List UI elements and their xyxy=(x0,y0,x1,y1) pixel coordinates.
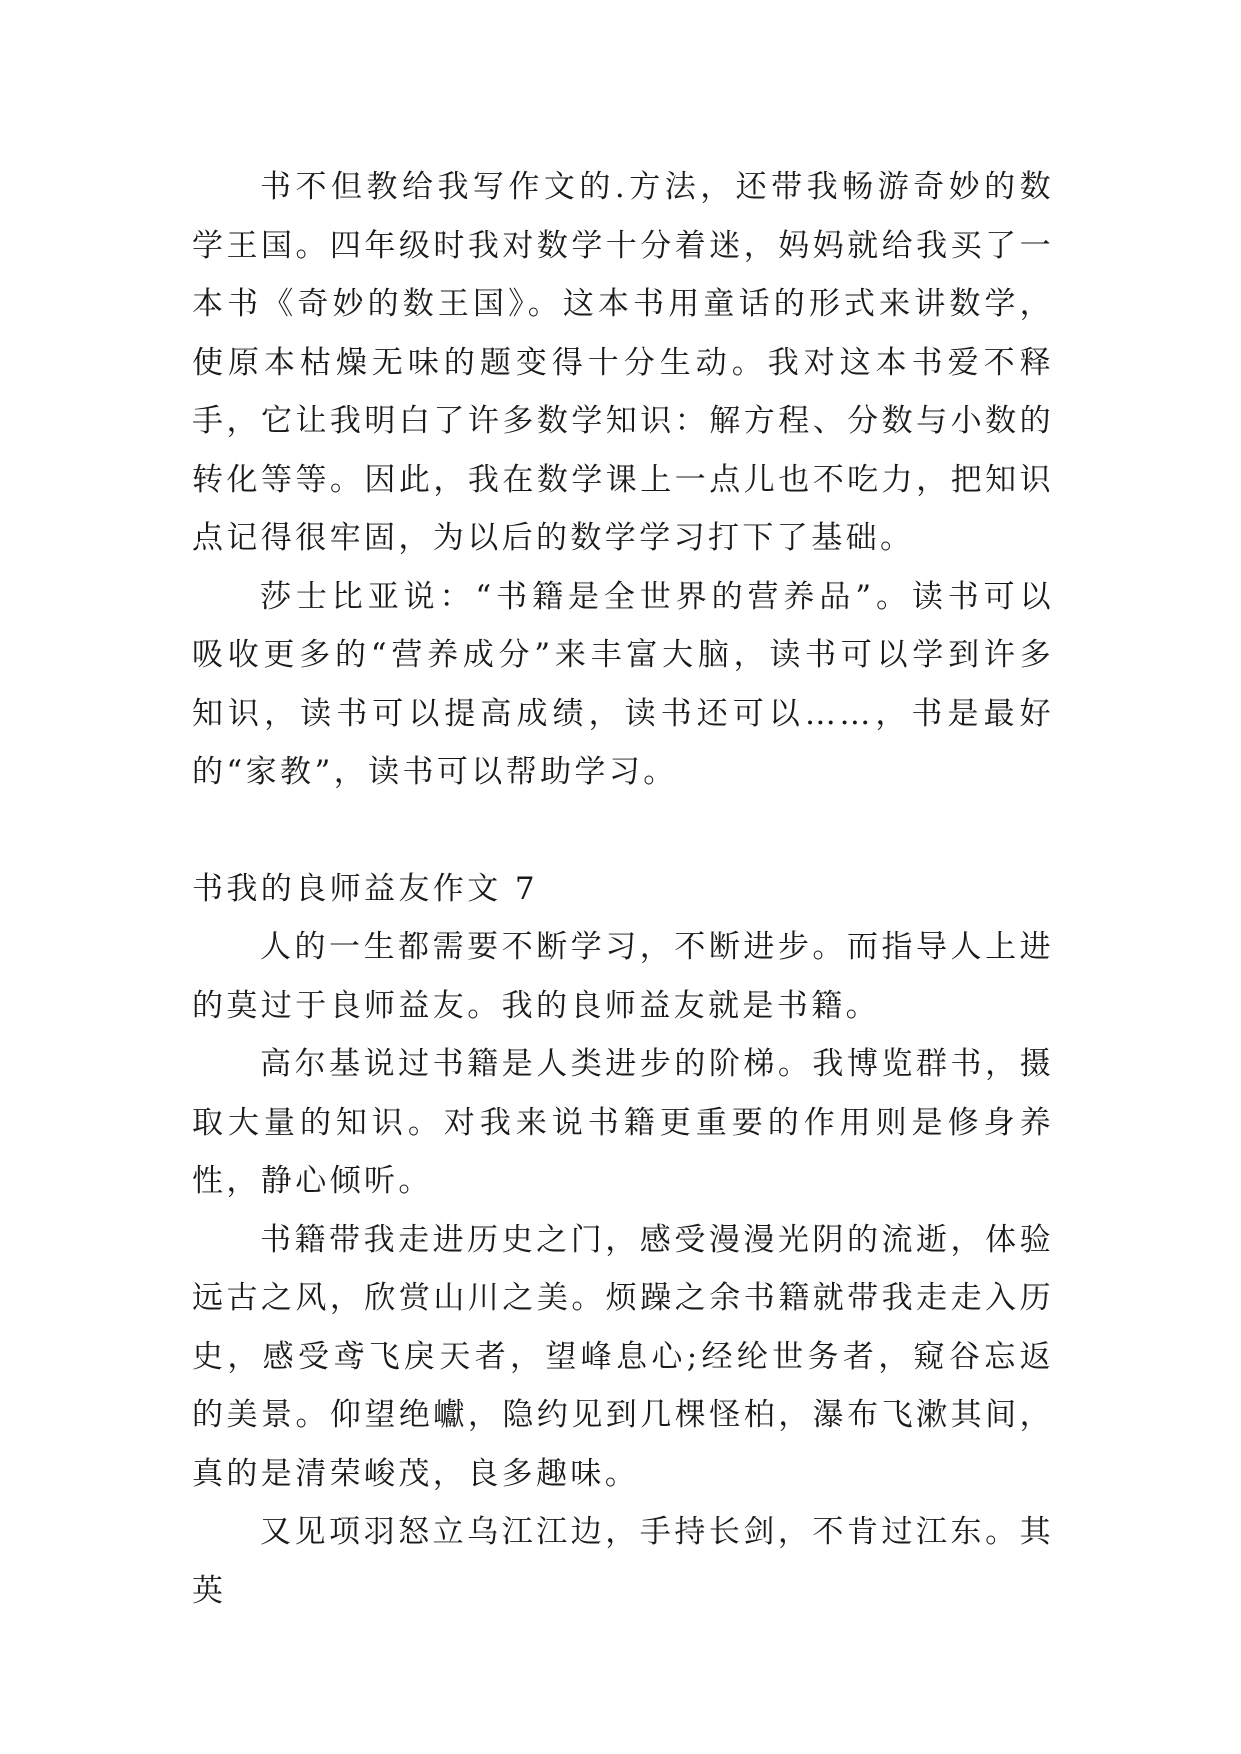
paragraph-math-kingdom: 书不但教给我写作文的.方法，还带我畅游奇妙的数学王国。四年级时我对数学十分着迷，妈妈就给我买了一本书《奇妙的数王国》。这本书用童话的形式来讲数学，使原本枯燥无味的题变得十分生动。我对这本书爱不释手，它让我明白了许多数学知识：解方程、分数与小数的转化等等。因此，我在数学课上一点儿也不吃力，把知识点记得很牢固，为以后的数学学习打下了基础。 xyxy=(192,169,1054,556)
paragraph-gorky-quote: 高尔基说过书籍是人类进步的阶梯。我博览群书，摄取大量的知识。对我来说书籍更重要的作用则是修身养性，静心倾听。 xyxy=(192,1046,1054,1199)
paragraph-life-learning: 人的一生都需要不断学习，不断进步。而指导人上进的莫过于良师益友。我的良师益友就是书籍。 xyxy=(192,929,1054,1024)
paragraph-history-gate: 书籍带我走进历史之门，感受漫漫光阴的流逝，体验远古之风，欣赏山川之美。烦躁之余书籍就带我走走入历史，感受鸢飞戾天者，望峰息心;经纶世务者，窥谷忘返的美景。仰望绝巘，隐约见到几棵怪柏，瀑布飞漱其间，真的是清荣峻茂，良多趣味。 xyxy=(192,1221,1054,1492)
paragraph-shakespeare-quote: 莎士比亚说：“书籍是全世界的营养品”。读书可以吸收更多的“营养成分”来丰富大脑，读书可以学到许多知识，读书可以提高成绩，读书还可以……，书是最好的“家教”，读书可以帮助学习。 xyxy=(192,578,1054,790)
paragraph-xiang-yu: 又见项羽怒立乌江江边，手持长剑，不肯过江东。其英 xyxy=(192,1514,1054,1609)
document-page xyxy=(192,158,1054,1620)
section-heading: 书我的良师益友作文 7 xyxy=(192,870,538,907)
